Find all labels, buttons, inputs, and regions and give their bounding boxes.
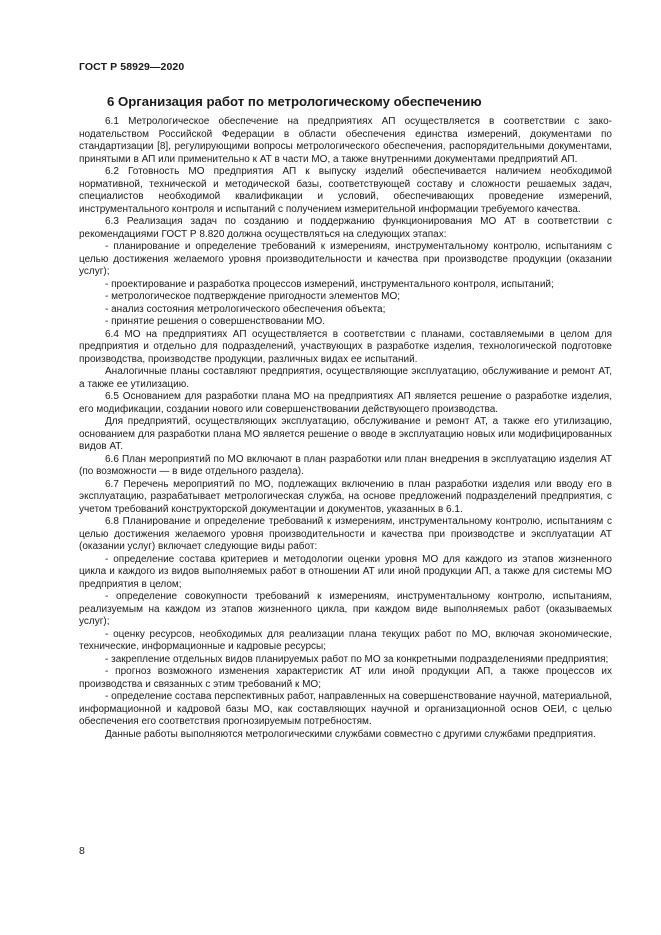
paragraph-6-4: 6.4 МО на предприятиях АП осуществляется в соответствии с планами, составляемыми в целом для предприятия и отдельно для подразделений, участвующих в разработке изделия, технологической подготовке производства, производстве продукции, различных видах ее испытаний. xyxy=(79,328,612,365)
paragraph-6-3: 6.3 Реализация задач по созданию и поддержанию функционирования МО АТ в соответствии с рекомендациями ГОСТ Р 8.820 должна осуществляться на следующих этапах: xyxy=(79,216,612,240)
paragraph-6-7: 6.7 Перечень мероприятий по МО, подлежащих включению в план разработки изделия или вводу его в эксплуатацию, разрабатывает метрологическая служба, на основе предложений подразделений предприятия, с учетом требований конструкторской документации и документов, указанных в 6.1. xyxy=(79,478,612,515)
list-item-planning: - планирование и определение требований к измерениям, инструментальному контролю, испытаниям с целью достижения желаемого уровня производительности и качества при производстве продукции (оказании услуг); xyxy=(79,241,612,277)
list-item-requirements: - определение совокупности требований к измерениям, инструментальному контролю, испытаниям, реализуемым на каждом из этапов жизненного цикла, при каждом виде выполняемых работ (оказываемых услуг); xyxy=(79,591,612,627)
page-number: 8 xyxy=(79,845,85,857)
paragraph-6-6: 6.6 План мероприятий по МО включают в план разработки или план внедрения в эксплуатацию изделия АТ (по возможности — в виде отдельного раздела). xyxy=(79,453,612,477)
section-body xyxy=(79,116,612,741)
list-item-criteria: - определение состава критериев и методологии оценки уровня МО для каждого из этапов жизненного цикла и каждого из видов выполняемых работ в отношении АТ или иной продукции АП, а также для системы МО предприятия в целом; xyxy=(79,553,612,590)
list-item-design: - проектирование и разработка процессов измерений, инструментального контроля, испытаний; xyxy=(105,278,554,290)
paragraph-6-5: 6.5 Основанием для разработки плана МО на предприятиях АП является решение о разработке изделия, его модификации, создании нового или совершенствовании действующего производства. xyxy=(79,391,612,415)
section-title: 6 Организация работ по метрологическому обеспечению xyxy=(107,94,482,109)
list-item-decision: - принятие решения о совершенствовании МО. xyxy=(105,316,326,327)
list-item-resources: - оценку ресурсов, необходимых для реализации плана текущих работ по МО, включая экономические, технические, информационные и кадровые ресурсы; xyxy=(79,628,612,652)
list-item-confirmation: - метрологическое подтверждение пригодности элементов МО; xyxy=(105,291,401,302)
paragraph-6-5-operators: Для предприятий, осуществляющих эксплуатацию, обслуживание и ремонт АТ, а также его утилизацию, основанием для разработки плана МО является решение о вводе в эксплуатацию новых или модифицированных видов АТ. xyxy=(79,416,612,452)
list-item-assignment: - закрепление отдельных видов планируемых работ по МО за конкретными подразделениями предприятия; xyxy=(105,653,609,665)
paragraph-closing: Данные работы выполняются метрологическими службами совместно с другими службами предприятия. xyxy=(105,728,596,740)
paragraph-6-8: 6.8 Планирование и определение требований к измерениям, инструментальному контролю, испытаниям с целью достижения желаемого уровня производительности и качества при производстве и эксплуатации АТ (оказании услуг) включает следующие виды работ: xyxy=(79,516,612,552)
paragraph-6-4-plans: Аналогичные планы составляют предприятия, осуществляющие эксплуатацию, обслуживание и ремонт АТ, а также ее утилизацию. xyxy=(79,366,612,390)
paragraph-6-2: 6.2 Готовность МО предприятия АП к выпуску изделий обеспечивается наличием необходимой нормативной, технической и методической базы, соответствующей составу и сложности решаемых задач, специалистов необходимой квалификации и условий, обеспечивающих проведение измерений, инструментального контроля и испытаний с получением измерительной информации требуемого качества. xyxy=(79,166,612,215)
list-item-forecast: - прогноз возможного изменения характеристик АТ или иной продукции АП, а также процессов их производства и связанных с этим требований к МО; xyxy=(79,666,612,690)
list-item-analysis: - анализ состояния метрологического обеспечения объекта; xyxy=(105,303,386,315)
list-item-perspective: - определение состава перспективных работ, направленных на совершенствование научной, материальной, информационной и кадровой базы МО, как составляющих научной и организационной основ ОЕИ, с целью обеспечения его соответствия прогнозируемым потребностям. xyxy=(79,691,612,727)
document-code-header: ГОСТ Р 58929—2020 xyxy=(79,61,185,73)
paragraph-6-1: 6.1 Метрологическое обеспечение на предприятиях АП осуществляется в соответствии с законодательством Российской Федерации в области обеспечения единства измерений, документами по стандартизации [8], регулирующими вопросы метрологического обеспечения, распорядительными документами, принятыми в АП или применительно к АТ в части МО, а также внутренними документами предприятий АП. xyxy=(79,116,612,165)
